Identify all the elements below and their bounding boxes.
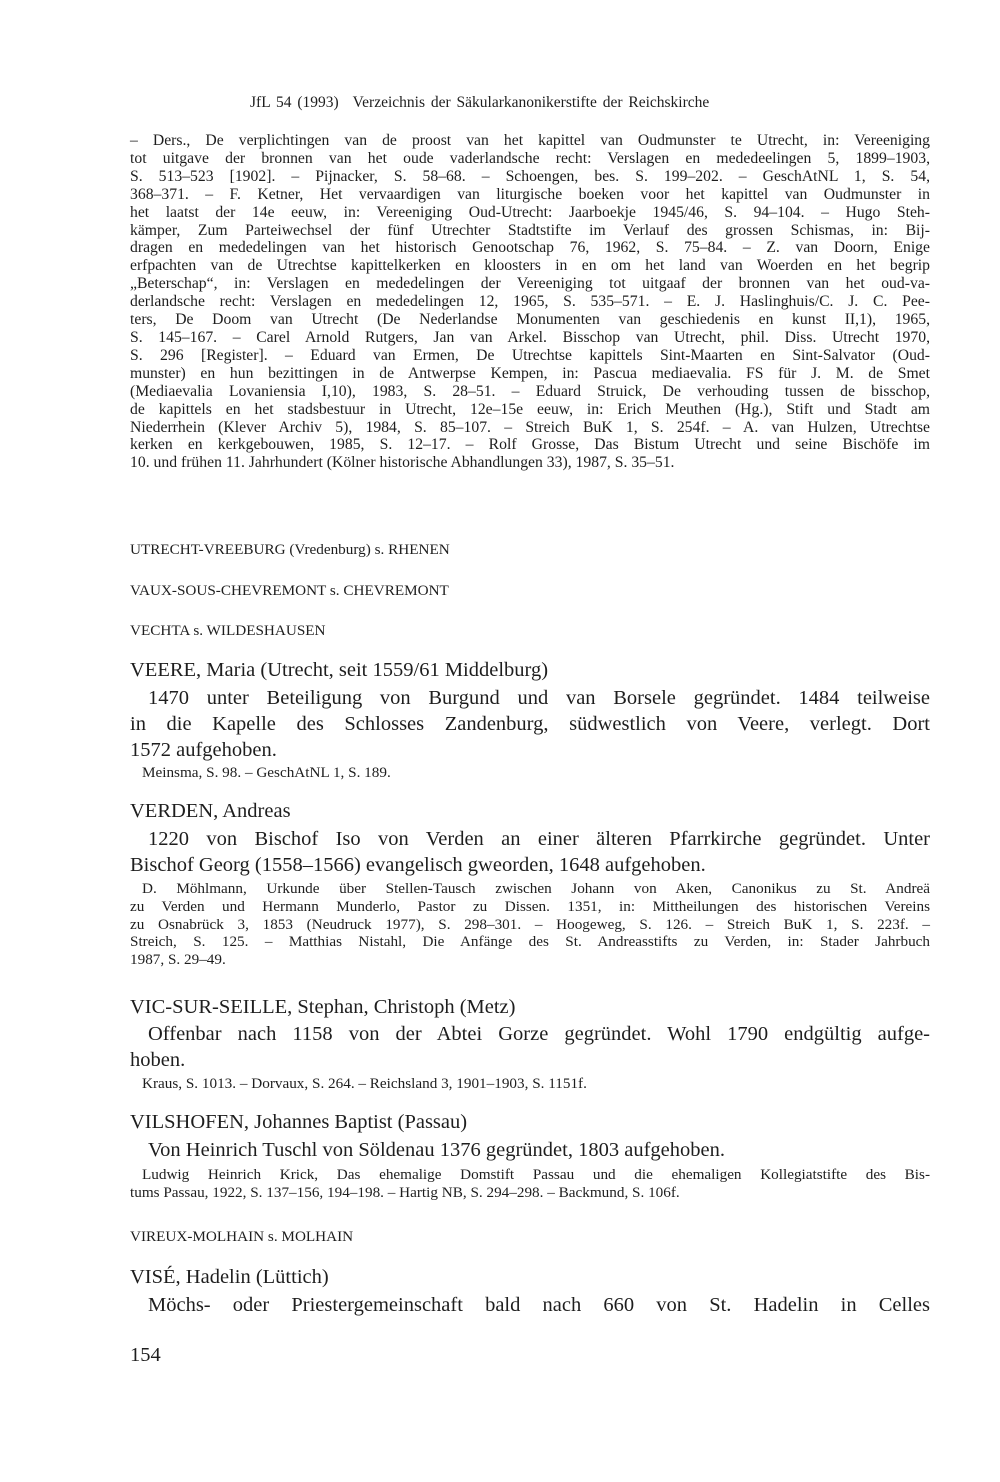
text-line: 10. und frühen 11. Jahrhundert (Kölner historische Abhandlungen 33), 1987, S. 35–51.	[130, 454, 675, 472]
page-number: 154	[130, 1344, 161, 1366]
cross-reference-vaux: VAUX-SOUS-CHEVREMONT s. CHEVREMONT	[130, 582, 449, 599]
entry-literature-vic-sur-seille	[130, 1075, 930, 1093]
text-line: tums Passau, 1922, S. 137–156, 194–198. – Hartig NB, S. 294–298. – Backmund, S. 106f.	[130, 1183, 680, 1201]
text-line: 1572 aufgehoben.	[130, 739, 277, 761]
text-line: Streich, S. 125. – Matthias Nistahl, Die Anfänge des St. Andreasstifts zu Verden, in: Stader Jahrbuch	[130, 933, 930, 951]
entry-body-verden	[130, 826, 930, 878]
entry-body-vic-sur-seille	[130, 1021, 930, 1073]
entry-title-vise: VISÉ, Hadelin (Lüttich)	[130, 1266, 329, 1288]
entry-title-vilshofen: VILSHOFEN, Johannes Baptist (Passau)	[130, 1111, 468, 1133]
text-line: Kraus, S. 1013. – Dorvaux, S. 264. – Reichsland 3, 1901–1903, S. 1151f.	[142, 1075, 587, 1092]
text-line: Ludwig Heinrich Krick, Das ehemalige Domstift Passau und die ehemaligen Kollegiatstifte des Bis-	[142, 1166, 930, 1183]
text-line: dragen en mededelingen van het historisch Genootschap 76, 1962, S. 75–84. – Z. van Doorn, Enige	[130, 239, 930, 257]
text-line: S. 145–167. – Carel Arnold Rutgers, Jan van Arkel. Bisschop van Utrecht, phil. Diss. Utrecht 1970,	[130, 328, 930, 346]
text-line: S. 296 [Register]. – Eduard van Ermen, De Utrechtse kapittels Sint-Maarten en Sint-Salvator (Oud-	[130, 346, 930, 364]
entry-title-veere: VEERE, Maria (Utrecht, seit 1559/61 Middelburg)	[130, 659, 549, 681]
text-line: in die Kapelle des Schlosses Zandenburg, südwestlich von Veere, verlegt. Dort	[130, 713, 930, 735]
text-line: D. Möhlmann, Urkunde über Stellen-Tausch zwischen Johann von Aken, Canonikus zu St. Andreä	[142, 880, 930, 897]
text-line: „Beterschap“, in: Verslagen en mededelingen der Vereeniging tot uitgaaf der bronnen van het oud-va-	[130, 275, 930, 293]
text-line: Möchs- oder Priestergemeinschaft bald nach 660 von St. Hadelin in Celles	[148, 1294, 930, 1316]
text-line: Meinsma, S. 98. – GeschAtNL 1, S. 189.	[142, 764, 391, 781]
text-line: het laatst der 14e eeuw, in: Vereeniging Oud-Utrecht: Jaarboekje 1945/46, S. 94–104. – Hugo Steh-	[130, 203, 930, 221]
cross-reference-vechta: VECHTA s. WILDESHAUSEN	[130, 622, 326, 639]
text-line: hoben.	[130, 1049, 186, 1071]
text-line: zu Osnabrück 3, 1853 (Neudruck 1977), S. 298–301. – Hoogeweg, S. 126. – Streich BuK 1, S. 223f. –	[130, 915, 930, 933]
text-line: Niederrhein (Klever Archiv 5), 1984, S. 85–107. – Streich BuK 1, S. 254f. – A. van Hulzen, Utrechtse	[130, 418, 930, 436]
journal-reference: JfL 54 (1993)	[250, 94, 339, 111]
entry-body-vise	[130, 1292, 930, 1318]
entry-title-vic-sur-seille: VIC-SUR-SEILLE, Stephan, Christoph (Metz)	[130, 996, 516, 1018]
entry-literature-vilshofen	[130, 1166, 930, 1202]
section-title: Verzeichnis der Säkularkanonikerstifte der Reichskirche	[352, 94, 710, 111]
entry-body-vilshofen	[130, 1137, 930, 1163]
text-line: 1987, S. 29–49.	[130, 951, 226, 969]
text-line: kerken en kerkgebouwen, 1985, S. 12–17. – Rolf Grosse, Das Bistum Utrecht und seine Bischöfe im	[130, 436, 930, 454]
text-line: Offenbar nach 1158 von der Abtei Gorze gegründet. Wohl 1790 endgültig aufge-	[148, 1023, 930, 1045]
running-header	[250, 94, 850, 112]
text-line: kämper, Zum Parteiwechsel der fünf Utrechter Stadtstifte im Verlauf des grossen Schismas, in: Bij-	[130, 221, 930, 239]
entry-literature-veere	[130, 764, 930, 782]
entry-title-verden: VERDEN, Andreas	[130, 800, 291, 822]
cross-reference-vireux: VIREUX-MOLHAIN s. MOLHAIN	[130, 1228, 354, 1245]
text-line: Bischof Georg (1558–1566) evangelisch gweorden, 1648 aufgehoben.	[130, 854, 706, 876]
entry-literature-verden	[130, 880, 930, 969]
text-line: erfpachten van de Utrechtse kapittelkerken en kloosters in en om het land van Woerden en het begrip	[130, 257, 930, 275]
text-line: zu Verden und Hermann Munderlo, Pastor zu Dissen. 1351, in: Mittheilungen des historischen Vereins	[130, 897, 930, 915]
text-line: 1470 unter Beteiligung von Burgund und van Borsele gegründet. 1484 teilweise	[148, 687, 930, 709]
cross-reference-utrecht-vreeburg: UTRECHT-VREEBURG (Vredenburg) s. RHENEN	[130, 541, 450, 558]
text-line: munster) en hun bezittingen in de Antwerpse Kempen, in: Pascua mediaevalia. FS für J. M. de Smet	[130, 364, 930, 382]
text-line: tot uitgave der bronnen van het oude vaderlandsche recht: Verslagen en mededeelingen 5, 1899–1903,	[130, 149, 930, 167]
entry-body-veere	[130, 685, 930, 763]
text-line: ters, De Doom van Utrecht (De Nederlandse Monumenten van geschiedenis en kunst II,1), 1965,	[130, 311, 930, 329]
text-line: 368–371. – F. Ketner, Het vervaardigen van liturgische boeken voor het kapittel van Oudmunster in	[130, 185, 930, 203]
bibliography-continuation	[130, 132, 930, 472]
text-line: de kapittels en het stadsbestuur in Utrecht, 12e–15e eeuw, in: Erich Meuthen (Hg.), Stift und Stadt am	[130, 400, 930, 418]
text-line: 1220 von Bischof Iso von Verden an einer älteren Pfarrkirche gegründet. Unter	[148, 828, 930, 850]
text-line: Von Heinrich Tuschl von Söldenau 1376 gegründet, 1803 aufgehoben.	[148, 1139, 725, 1161]
text-line: derlandsche recht: Verslagen en mededelingen 12, 1965, S. 535–571. – E. J. Haslinghuis/C. J. C. Pee-	[130, 293, 930, 311]
text-line: – Ders., De verplichtingen van de proost van het kapittel van Oudmunster te Utrecht, in: Vereeniging	[130, 132, 930, 149]
text-line: S. 513–523 [1902]. – Pijnacker, S. 58–68. – Schoengen, bes. S. 199–202. – GeschAtNL 1, S. 54,	[130, 167, 930, 185]
text-line: (Mediaevalia Lovaniensia I,10), 1983, S. 28–51. – Eduard Struick, De verhouding tussen de bisschop,	[130, 382, 930, 400]
